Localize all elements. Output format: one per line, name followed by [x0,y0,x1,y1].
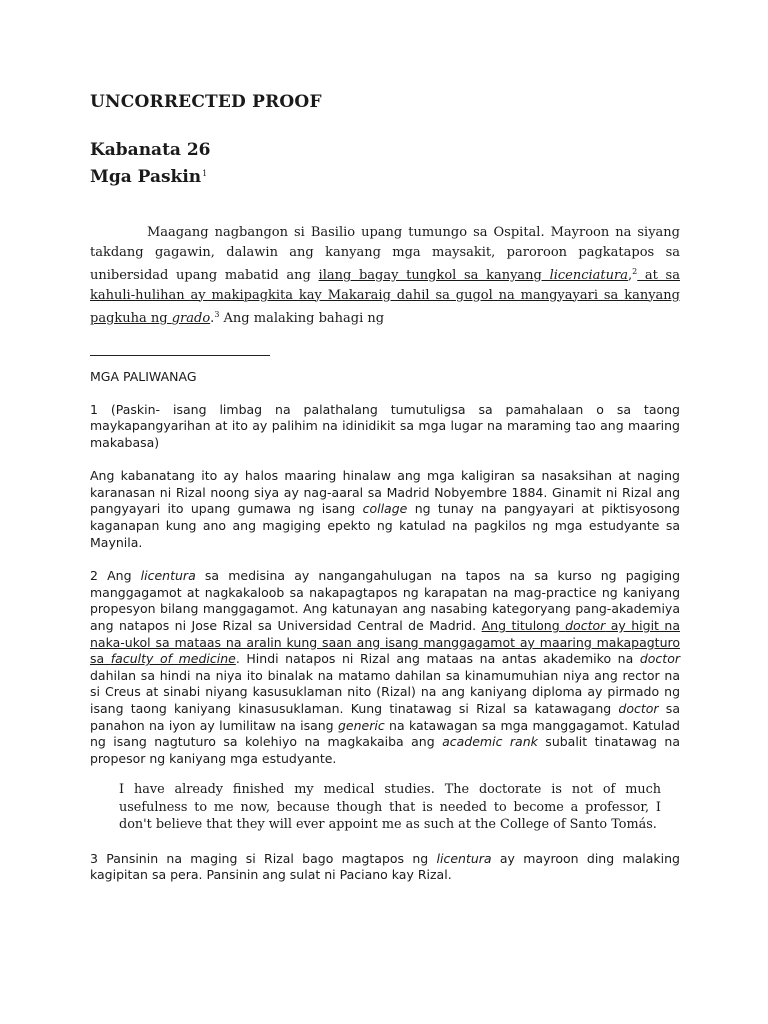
faculty-term: faculty of medicine [110,651,236,667]
footnote-text: 2 Ang [90,568,141,584]
chapter-title [90,162,680,189]
doctor-term: doctor [618,701,659,716]
uncorrected-proof-label: UNCORRECTED PROOF [90,92,322,112]
academic-rank-term: academic rank [442,734,538,750]
footnote-divider [90,355,270,356]
footnote-text: 3 Pansinin na maging si Rizal bago magtapos ng [90,850,437,866]
licenciatura-term: licenciatura [549,268,628,283]
document-page [90,90,680,884]
generic-term: generic [337,717,385,733]
underlined-phrase: ay higit na naka-ukol sa mataas na aralin kung saan ang isang manggagamot ay maaring makapagturo sa [90,618,680,667]
footnote-text: ay mayroon ding malaking kagipitan sa pera. Pansinin ang sulat ni Paciano kay Rizal. [90,850,680,883]
footnote-text: subalit tinatawag na propesor ng kaniyang mga estudyante. [90,734,680,766]
footnote-text: Ang kabanatang ito ay halos maaring hinalaw ang mga kaligiran sa nasaksihan at naging karanasan ni Rizal noong siya ay nag-aaral sa Madrid Nobyembre 1884. Ginamit ni Rizal ang pangyayari ito upang gumawa ng isang [90,468,680,517]
footnote-text: sa panahon na iyon ay lumilitaw na isang [90,701,680,733]
footnote-ref-1: 1 [202,169,208,178]
grado-term: grado [171,311,211,326]
footnote-1-continued [90,468,680,551]
footnote-text: na katawagan sa mga manggagamot. Katulad ng isang nagtuturo sa kolehiyo na magkakaiba ang [90,717,680,750]
footnotes-heading: MGA PALIWANAG [90,368,197,384]
collage-term: collage [362,501,408,517]
body-paragraph [90,223,680,329]
body-text: Maagang nagbangon si Basilio upang tumungo sa Ospital. Mayroon na siyang takdang gagawin, dalawin ang kanyang mga maysakit, paroroon pagkatapos sa unibersidad upang mabatid ang [90,225,680,283]
footnote-text: ng tunay na pangyayari at piktisyosong kaganapan kung ano ang magiging epekto ng katulad na pagkilos ng mga estudyante sa Maynila. [90,501,680,550]
doctor-term: doctor [639,651,680,667]
footnote-2 [90,568,680,767]
underlined-phrase: Ang titulong [481,618,566,634]
underlined-phrase-2: at sa kahuli-hulihan ay makipagkita kay Makaraig dahil sa gugol na mangyayari sa kanyang pagkuha ng [90,268,680,326]
underlined-text [319,268,628,283]
period: . [210,311,215,326]
footnote-text: . Hindi natapos ni Rizal ang mataas na antas akademiko na [235,651,640,667]
footnote-ref-3: 3 [214,310,220,319]
body-text-end: Ang malaking bahagi ng [219,311,385,326]
licentura-term: licentura [140,568,196,584]
chapter-number: Kabanata 26 [90,140,211,160]
underlined-phrase: ilang bagay tungkol sa kanyang [318,268,550,283]
footnote-ref-2: 2 [632,267,638,276]
comma: , [627,268,633,283]
footnote-1: 1 (Paskin- isang limbag na palathalang tumutuligsa sa pamahalaan o sa taong maykapangyarihan at ito ay palihim na idinidikit sa mga lugar na maraming tao ang maaring makabasa) [90,401,680,450]
block-quote: I have already finished my medical studies. The doctorate is not of much usefulness to me now, because though that is needed to become a professor, I don't believe that they will ever appoint me as such at the College of Santo Tomás. [119,782,661,833]
doctor-term: doctor [565,618,606,634]
footnote-3 [90,851,680,884]
footnote-text: dahilan sa hindi na niya ito binalak na matamo dahilan sa kinamumuhian niya ang rector na si Creus at sinabi niyang kasusuklaman nito (Rizal) na ang kaniyang diploma ay pirmado ng isang taong kaniyang kinasusuklaman. Kung tinatawag si Rizal sa katawagang [90,667,680,716]
footnote-text: sa medisina ay nangangahulugan na tapos na sa kurso ng pagiging manggagamot at nagkakaloob sa nakapagtapos ng karapatan na mag-practice ng kaniyang propesyon bilang manggagamot. Ang katunayan ang nasabing kategoryang pang-akademiya ang natapos ni Jose Rizal sa Universidad Central de Madrid. [90,568,681,634]
licentura-term: licentura [436,850,492,866]
chapter-title-text: Mga Paskin [90,167,202,187]
